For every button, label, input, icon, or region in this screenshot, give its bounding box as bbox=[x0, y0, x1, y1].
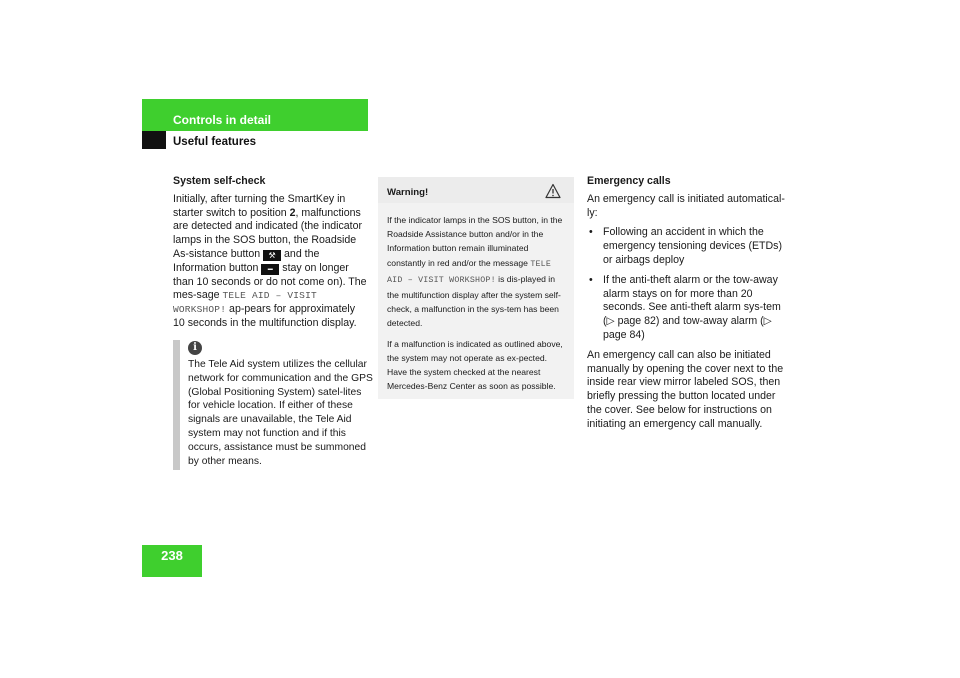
warning-triangle-icon bbox=[545, 183, 561, 199]
section-tab bbox=[142, 131, 166, 149]
text-run: is dis-played in the multifunction display after the system self-check, a malfunction in the sys-tem has been detected. bbox=[387, 273, 561, 329]
warning-paragraph-2: If a malfunction is indicated as outlined above, the system may not operate as ex-pected. Have the system checked at the nearest Mercedes-Benz Center as soon as possible. bbox=[387, 338, 563, 392]
self-check-heading: System self-check bbox=[173, 175, 266, 187]
page-number: 238 bbox=[161, 548, 183, 563]
info-bar bbox=[173, 340, 180, 470]
text-run: , malfunctions are detected and indicated (the indicator lamps in the SOS button, the Roadside As-sistance button bbox=[173, 206, 363, 260]
warning-paragraph-1 bbox=[387, 213, 569, 331]
warning-box bbox=[378, 177, 574, 399]
emergency-manual: An emergency call can also be initiated manually by opening the cover next to the inside rear view mirror labeled SOS, then briefly pressing the button located under the cover. See below for instructions on initiating an emergency call manually. bbox=[587, 348, 784, 430]
text-run: If the indicator lamps in the SOS button, in the Roadside Assistance button and/or in the Information button remain illuminated constantly in red and/or the message bbox=[387, 215, 563, 268]
display-message: TELE AID – VISIT WORKSHOP! bbox=[387, 259, 552, 285]
list-item: • If the anti-theft alarm or the tow-away alarm stays on for more than 20 seconds. See anti-theft alarm sys-tem (▷ page 82) and tow-away alarm (▷ page 84) bbox=[587, 274, 787, 343]
warning-text bbox=[387, 213, 569, 399]
information-button-icon: ━ bbox=[261, 264, 279, 275]
emergency-list bbox=[587, 226, 787, 342]
chapter-title: Controls in detail bbox=[173, 113, 272, 127]
emergency-column bbox=[587, 175, 787, 438]
display-message: TELE AID – VISIT WORKSHOP! bbox=[173, 290, 317, 316]
key-position: 2 bbox=[289, 206, 296, 219]
section-title: Useful features bbox=[173, 136, 257, 148]
wrench-icon: ⚒ bbox=[263, 250, 281, 261]
text-run: stay on longer than 10 seconds or do not come on). The mes-sage bbox=[173, 261, 367, 302]
info-text: The Tele Aid system utilizes the cellular network for communication and the GPS (Global Positioning System) satel-lites for vehicle location. If either of these signals are unavailable, the Tele Aid system may not function and if this occurs, assistance must be summoned by other means. bbox=[188, 359, 373, 467]
warning-title: Warning! bbox=[387, 187, 429, 198]
info-icon: i bbox=[188, 341, 202, 355]
emergency-intro: An emergency call is initiated automatical-ly: bbox=[587, 192, 785, 219]
text-run: ap-pears for approximately 10 seconds in the multifunction display. bbox=[173, 303, 357, 329]
emergency-heading: Emergency calls bbox=[587, 175, 671, 187]
self-check-paragraph bbox=[173, 193, 369, 331]
self-check-column bbox=[173, 175, 369, 337]
text-run: and the Information button bbox=[173, 247, 320, 274]
list-item: • Following an accident in which the emergency tensioning devices (ETDs) or airbags deploy bbox=[587, 226, 787, 267]
text-run: Initially, after turning the SmartKey in starter switch to position bbox=[173, 192, 346, 219]
